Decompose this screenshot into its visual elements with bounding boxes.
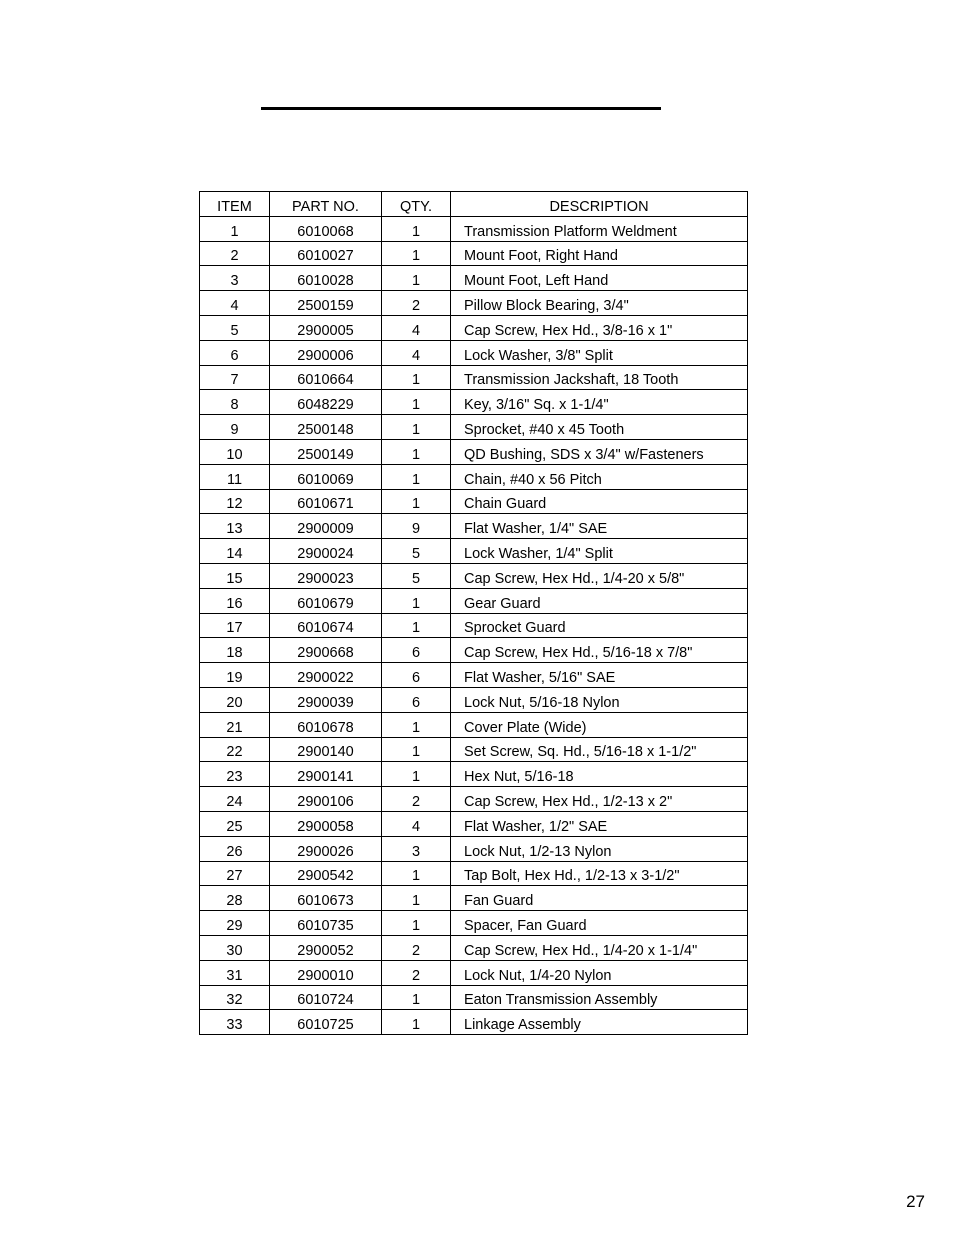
- cell-item: 29: [200, 911, 270, 936]
- cell-description: Cap Screw, Hex Hd., 3/8-16 x 1": [451, 315, 748, 340]
- cell-item: 2: [200, 241, 270, 266]
- cell-part-no: 6010068: [270, 216, 382, 241]
- cell-part-no: 2900009: [270, 514, 382, 539]
- table-row: [200, 886, 748, 911]
- table-row: [200, 638, 748, 663]
- cell-description: Flat Washer, 1/2" SAE: [451, 811, 748, 836]
- table-row: [200, 415, 748, 440]
- cell-part-no: 6010724: [270, 985, 382, 1010]
- cell-item: 16: [200, 588, 270, 613]
- cell-item: 3: [200, 266, 270, 291]
- cell-item: 23: [200, 762, 270, 787]
- cell-part-no: 2900668: [270, 638, 382, 663]
- cell-part-no: 6010725: [270, 1010, 382, 1035]
- cell-description: Spacer, Fan Guard: [451, 911, 748, 936]
- cell-description: Cap Screw, Hex Hd., 5/16-18 x 7/8": [451, 638, 748, 663]
- table-row: [200, 613, 748, 638]
- table-row: [200, 439, 748, 464]
- cell-description: Cap Screw, Hex Hd., 1/4-20 x 5/8": [451, 563, 748, 588]
- table-row: [200, 241, 748, 266]
- table-row: [200, 340, 748, 365]
- cell-description: Sprocket Guard: [451, 613, 748, 638]
- cell-part-no: 6010027: [270, 241, 382, 266]
- table-row: [200, 489, 748, 514]
- cell-item: 19: [200, 663, 270, 688]
- cell-part-no: 2900058: [270, 811, 382, 836]
- table-row: [200, 712, 748, 737]
- cell-qty: 1: [382, 439, 451, 464]
- cell-description: QD Bushing, SDS x 3/4" w/Fasteners: [451, 439, 748, 464]
- cell-qty: 9: [382, 514, 451, 539]
- cell-qty: 1: [382, 216, 451, 241]
- cell-description: Set Screw, Sq. Hd., 5/16-18 x 1-1/2": [451, 737, 748, 762]
- cell-qty: 5: [382, 563, 451, 588]
- cell-part-no: 2900023: [270, 563, 382, 588]
- cell-qty: 1: [382, 415, 451, 440]
- cell-description: Cap Screw, Hex Hd., 1/2-13 x 2": [451, 787, 748, 812]
- cell-item: 20: [200, 687, 270, 712]
- table-row: [200, 464, 748, 489]
- table-row: [200, 985, 748, 1010]
- cell-description: Sprocket, #40 x 45 Tooth: [451, 415, 748, 440]
- cell-part-no: 2900005: [270, 315, 382, 340]
- cell-part-no: 6010679: [270, 588, 382, 613]
- cell-item: 33: [200, 1010, 270, 1035]
- cell-qty: 2: [382, 935, 451, 960]
- cell-description: Cover Plate (Wide): [451, 712, 748, 737]
- header-description: DESCRIPTION: [451, 192, 748, 217]
- cell-part-no: 2900039: [270, 687, 382, 712]
- cell-qty: 6: [382, 638, 451, 663]
- parts-table-body: [200, 216, 748, 1034]
- cell-qty: 1: [382, 241, 451, 266]
- cell-item: 14: [200, 539, 270, 564]
- cell-item: 11: [200, 464, 270, 489]
- table-row: [200, 787, 748, 812]
- cell-part-no: 2900010: [270, 960, 382, 985]
- title-underline: [261, 107, 661, 110]
- page-number: 27: [906, 1192, 925, 1211]
- cell-part-no: 6010069: [270, 464, 382, 489]
- table-row: [200, 935, 748, 960]
- cell-qty: 6: [382, 687, 451, 712]
- cell-description: Chain Guard: [451, 489, 748, 514]
- cell-part-no: 6010678: [270, 712, 382, 737]
- cell-item: 28: [200, 886, 270, 911]
- table-header-row: [200, 192, 748, 217]
- cell-part-no: 6010664: [270, 365, 382, 390]
- table-row: [200, 291, 748, 316]
- parts-list-table: [199, 191, 748, 1035]
- table-row: [200, 1010, 748, 1035]
- table-row: [200, 539, 748, 564]
- cell-part-no: 6010674: [270, 613, 382, 638]
- cell-qty: 6: [382, 663, 451, 688]
- cell-description: Lock Washer, 1/4" Split: [451, 539, 748, 564]
- table-row: [200, 737, 748, 762]
- cell-description: Chain, #40 x 56 Pitch: [451, 464, 748, 489]
- cell-qty: 5: [382, 539, 451, 564]
- table-row: [200, 960, 748, 985]
- cell-description: Flat Washer, 5/16" SAE: [451, 663, 748, 688]
- cell-description: Cap Screw, Hex Hd., 1/4-20 x 1-1/4": [451, 935, 748, 960]
- cell-description: Mount Foot, Left Hand: [451, 266, 748, 291]
- cell-description: Fan Guard: [451, 886, 748, 911]
- cell-part-no: 2900006: [270, 340, 382, 365]
- cell-item: 7: [200, 365, 270, 390]
- cell-item: 8: [200, 390, 270, 415]
- cell-item: 32: [200, 985, 270, 1010]
- cell-item: 18: [200, 638, 270, 663]
- table-row: [200, 365, 748, 390]
- cell-part-no: 2500159: [270, 291, 382, 316]
- cell-description: Hex Nut, 5/16-18: [451, 762, 748, 787]
- cell-part-no: 2900106: [270, 787, 382, 812]
- cell-qty: 1: [382, 762, 451, 787]
- cell-item: 24: [200, 787, 270, 812]
- header-part-no: PART NO.: [270, 192, 382, 217]
- cell-qty: 1: [382, 911, 451, 936]
- header-qty: QTY.: [382, 192, 451, 217]
- table-row: [200, 315, 748, 340]
- cell-item: 17: [200, 613, 270, 638]
- table-row: [200, 588, 748, 613]
- header-item: ITEM: [200, 192, 270, 217]
- cell-item: 12: [200, 489, 270, 514]
- table-row: [200, 216, 748, 241]
- cell-part-no: 2900022: [270, 663, 382, 688]
- cell-description: Gear Guard: [451, 588, 748, 613]
- cell-qty: 4: [382, 315, 451, 340]
- cell-qty: 2: [382, 291, 451, 316]
- cell-qty: 1: [382, 861, 451, 886]
- cell-part-no: 6010735: [270, 911, 382, 936]
- cell-qty: 1: [382, 588, 451, 613]
- cell-description: Transmission Jackshaft, 18 Tooth: [451, 365, 748, 390]
- cell-description: Lock Nut, 5/16-18 Nylon: [451, 687, 748, 712]
- cell-description: Transmission Platform Weldment: [451, 216, 748, 241]
- cell-description: Eaton Transmission Assembly: [451, 985, 748, 1010]
- cell-part-no: 2900026: [270, 836, 382, 861]
- cell-item: 15: [200, 563, 270, 588]
- cell-item: 9: [200, 415, 270, 440]
- cell-item: 6: [200, 340, 270, 365]
- cell-item: 21: [200, 712, 270, 737]
- cell-qty: 1: [382, 464, 451, 489]
- cell-part-no: 2900052: [270, 935, 382, 960]
- table-row: [200, 687, 748, 712]
- table-row: [200, 762, 748, 787]
- cell-part-no: 6010671: [270, 489, 382, 514]
- cell-item: 27: [200, 861, 270, 886]
- cell-qty: 1: [382, 489, 451, 514]
- cell-qty: 1: [382, 1010, 451, 1035]
- table-row: [200, 390, 748, 415]
- table-row: [200, 563, 748, 588]
- cell-part-no: 2500148: [270, 415, 382, 440]
- cell-description: Tap Bolt, Hex Hd., 1/2-13 x 3-1/2": [451, 861, 748, 886]
- cell-part-no: 2500149: [270, 439, 382, 464]
- cell-description: Pillow Block Bearing, 3/4": [451, 291, 748, 316]
- table-row: [200, 861, 748, 886]
- cell-qty: 3: [382, 836, 451, 861]
- table-row: [200, 663, 748, 688]
- cell-part-no: 6048229: [270, 390, 382, 415]
- cell-part-no: 6010673: [270, 886, 382, 911]
- cell-description: Key, 3/16" Sq. x 1-1/4": [451, 390, 748, 415]
- table-row: [200, 266, 748, 291]
- cell-qty: 2: [382, 787, 451, 812]
- cell-item: 31: [200, 960, 270, 985]
- cell-description: Lock Washer, 3/8" Split: [451, 340, 748, 365]
- cell-qty: 1: [382, 985, 451, 1010]
- cell-qty: 1: [382, 613, 451, 638]
- cell-qty: 2: [382, 960, 451, 985]
- table-row: [200, 911, 748, 936]
- cell-description: Flat Washer, 1/4" SAE: [451, 514, 748, 539]
- cell-item: 5: [200, 315, 270, 340]
- table-row: [200, 836, 748, 861]
- cell-part-no: 2900024: [270, 539, 382, 564]
- cell-item: 22: [200, 737, 270, 762]
- table-row: [200, 514, 748, 539]
- cell-qty: 1: [382, 737, 451, 762]
- cell-qty: 1: [382, 266, 451, 291]
- cell-item: 30: [200, 935, 270, 960]
- cell-qty: 1: [382, 712, 451, 737]
- cell-qty: 4: [382, 811, 451, 836]
- cell-qty: 1: [382, 365, 451, 390]
- cell-item: 25: [200, 811, 270, 836]
- cell-qty: 1: [382, 886, 451, 911]
- cell-qty: 4: [382, 340, 451, 365]
- cell-part-no: 6010028: [270, 266, 382, 291]
- table-row: [200, 811, 748, 836]
- cell-description: Lock Nut, 1/2-13 Nylon: [451, 836, 748, 861]
- cell-item: 26: [200, 836, 270, 861]
- cell-description: Lock Nut, 1/4-20 Nylon: [451, 960, 748, 985]
- cell-part-no: 2900141: [270, 762, 382, 787]
- cell-part-no: 2900542: [270, 861, 382, 886]
- cell-item: 4: [200, 291, 270, 316]
- cell-item: 13: [200, 514, 270, 539]
- cell-item: 1: [200, 216, 270, 241]
- cell-item: 10: [200, 439, 270, 464]
- cell-part-no: 2900140: [270, 737, 382, 762]
- cell-description: Mount Foot, Right Hand: [451, 241, 748, 266]
- cell-qty: 1: [382, 390, 451, 415]
- cell-description: Linkage Assembly: [451, 1010, 748, 1035]
